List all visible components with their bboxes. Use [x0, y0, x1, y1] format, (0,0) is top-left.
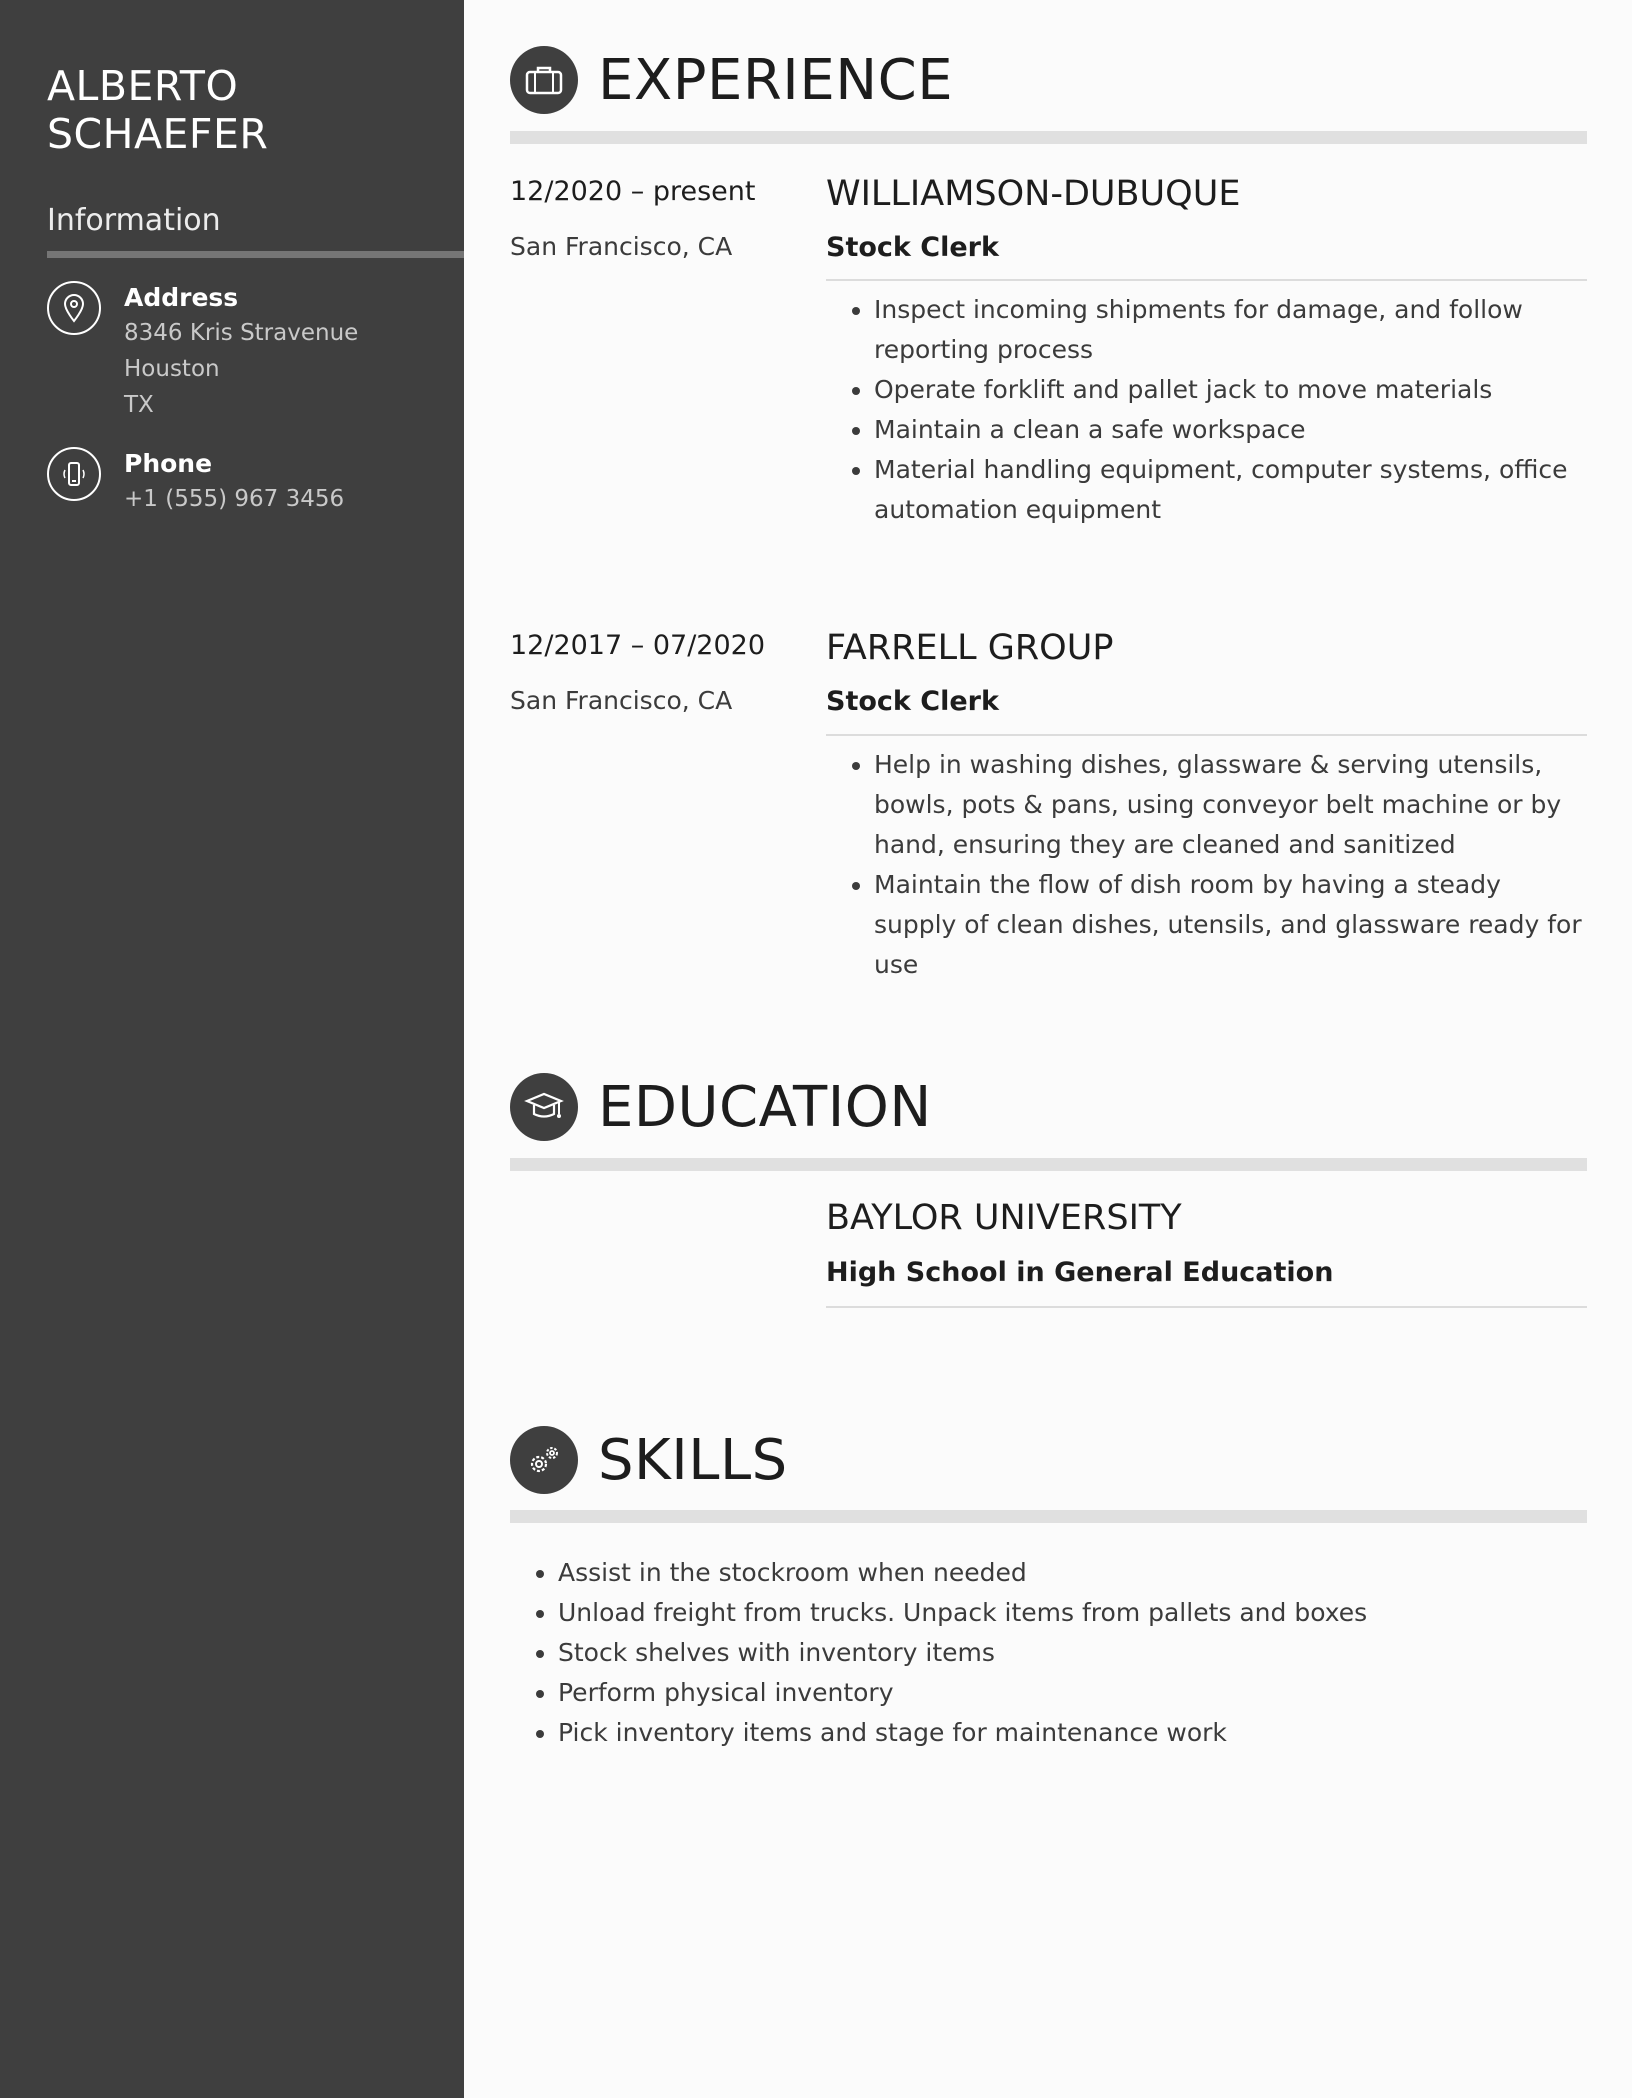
experience-divider: [510, 131, 1587, 144]
graduation-cap-icon: [510, 1073, 578, 1141]
job-duties: [826, 290, 1587, 530]
degree: High School in General Education: [826, 1257, 1334, 1288]
duty-item: • Help in washing dishes, glassware & serving utensils, bowls, pots & pans, using conveyor belt machine or by hand, ensuring they are cleaned and sanitized: [874, 745, 1587, 865]
job-company: FARRELL GROUP: [826, 628, 1114, 668]
skills-divider: [510, 1510, 1587, 1523]
job-company: WILLIAMSON-DUBUQUE: [826, 174, 1241, 214]
duty-item: • Maintain the flow of dish room by having a steady supply of clean dishes, utensils, and glassware ready for use: [874, 865, 1587, 985]
skills-title: SKILLS: [598, 1427, 788, 1493]
skills-header: [510, 1426, 788, 1494]
job-divider: [826, 734, 1587, 736]
skill-item: • Stock shelves with inventory items: [558, 1633, 1587, 1673]
address-line-3: TX: [124, 392, 154, 418]
education-divider: [510, 1158, 1587, 1171]
address-block: [47, 281, 358, 423]
address-line-2: Houston: [124, 356, 220, 382]
name-line-last: SCHAEFER: [47, 110, 269, 158]
information-heading: Information: [47, 203, 221, 238]
candidate-name: [47, 62, 268, 158]
phone-icon: [47, 447, 101, 501]
phone-block: [47, 447, 344, 517]
skill-item: • Assist in the stockroom when needed: [558, 1553, 1587, 1593]
map-pin-icon: [47, 281, 101, 335]
experience-header: [510, 46, 953, 114]
education-header: [510, 1073, 932, 1141]
skill-item: • Perform physical inventory: [558, 1673, 1587, 1713]
information-divider: [47, 251, 464, 258]
address-line-1: 8346 Kris Stravenue: [124, 320, 359, 346]
address-label: Address: [124, 283, 239, 312]
job-location: San Francisco, CA: [510, 232, 733, 261]
skills-list: [510, 1553, 1587, 1753]
duty-item: • Material handling equipment, computer systems, office automation equipment: [874, 450, 1587, 530]
duty-item: • Maintain a clean a safe workspace: [874, 410, 1587, 450]
school-name: BAYLOR UNIVERSITY: [826, 1198, 1182, 1238]
education-title: EDUCATION: [598, 1074, 932, 1140]
phone-value: +1 (555) 967 3456: [124, 486, 345, 512]
sidebar: [0, 0, 464, 2098]
duty-item: • Operate forklift and pallet jack to move materials: [874, 370, 1587, 410]
phone-label: Phone: [124, 449, 213, 478]
briefcase-icon: [510, 46, 578, 114]
job-duties: [826, 745, 1587, 985]
education-entry-divider: [826, 1306, 1587, 1308]
job-date: 12/2017 – 07/2020: [510, 630, 765, 661]
skill-item: • Unload freight from trucks. Unpack items from pallets and boxes: [558, 1593, 1587, 1633]
job-date: 12/2020 – present: [510, 176, 756, 207]
gears-icon: [510, 1426, 578, 1494]
job-role: Stock Clerk: [826, 232, 999, 263]
duty-item: • Inspect incoming shipments for damage, and follow reporting process: [874, 290, 1587, 370]
name-line-first: ALBERTO: [47, 62, 239, 110]
job-divider: [826, 279, 1587, 281]
job-location: San Francisco, CA: [510, 686, 733, 715]
experience-title: EXPERIENCE: [598, 47, 954, 113]
skill-item: • Pick inventory items and stage for maintenance work: [558, 1713, 1587, 1753]
job-role: Stock Clerk: [826, 686, 999, 717]
